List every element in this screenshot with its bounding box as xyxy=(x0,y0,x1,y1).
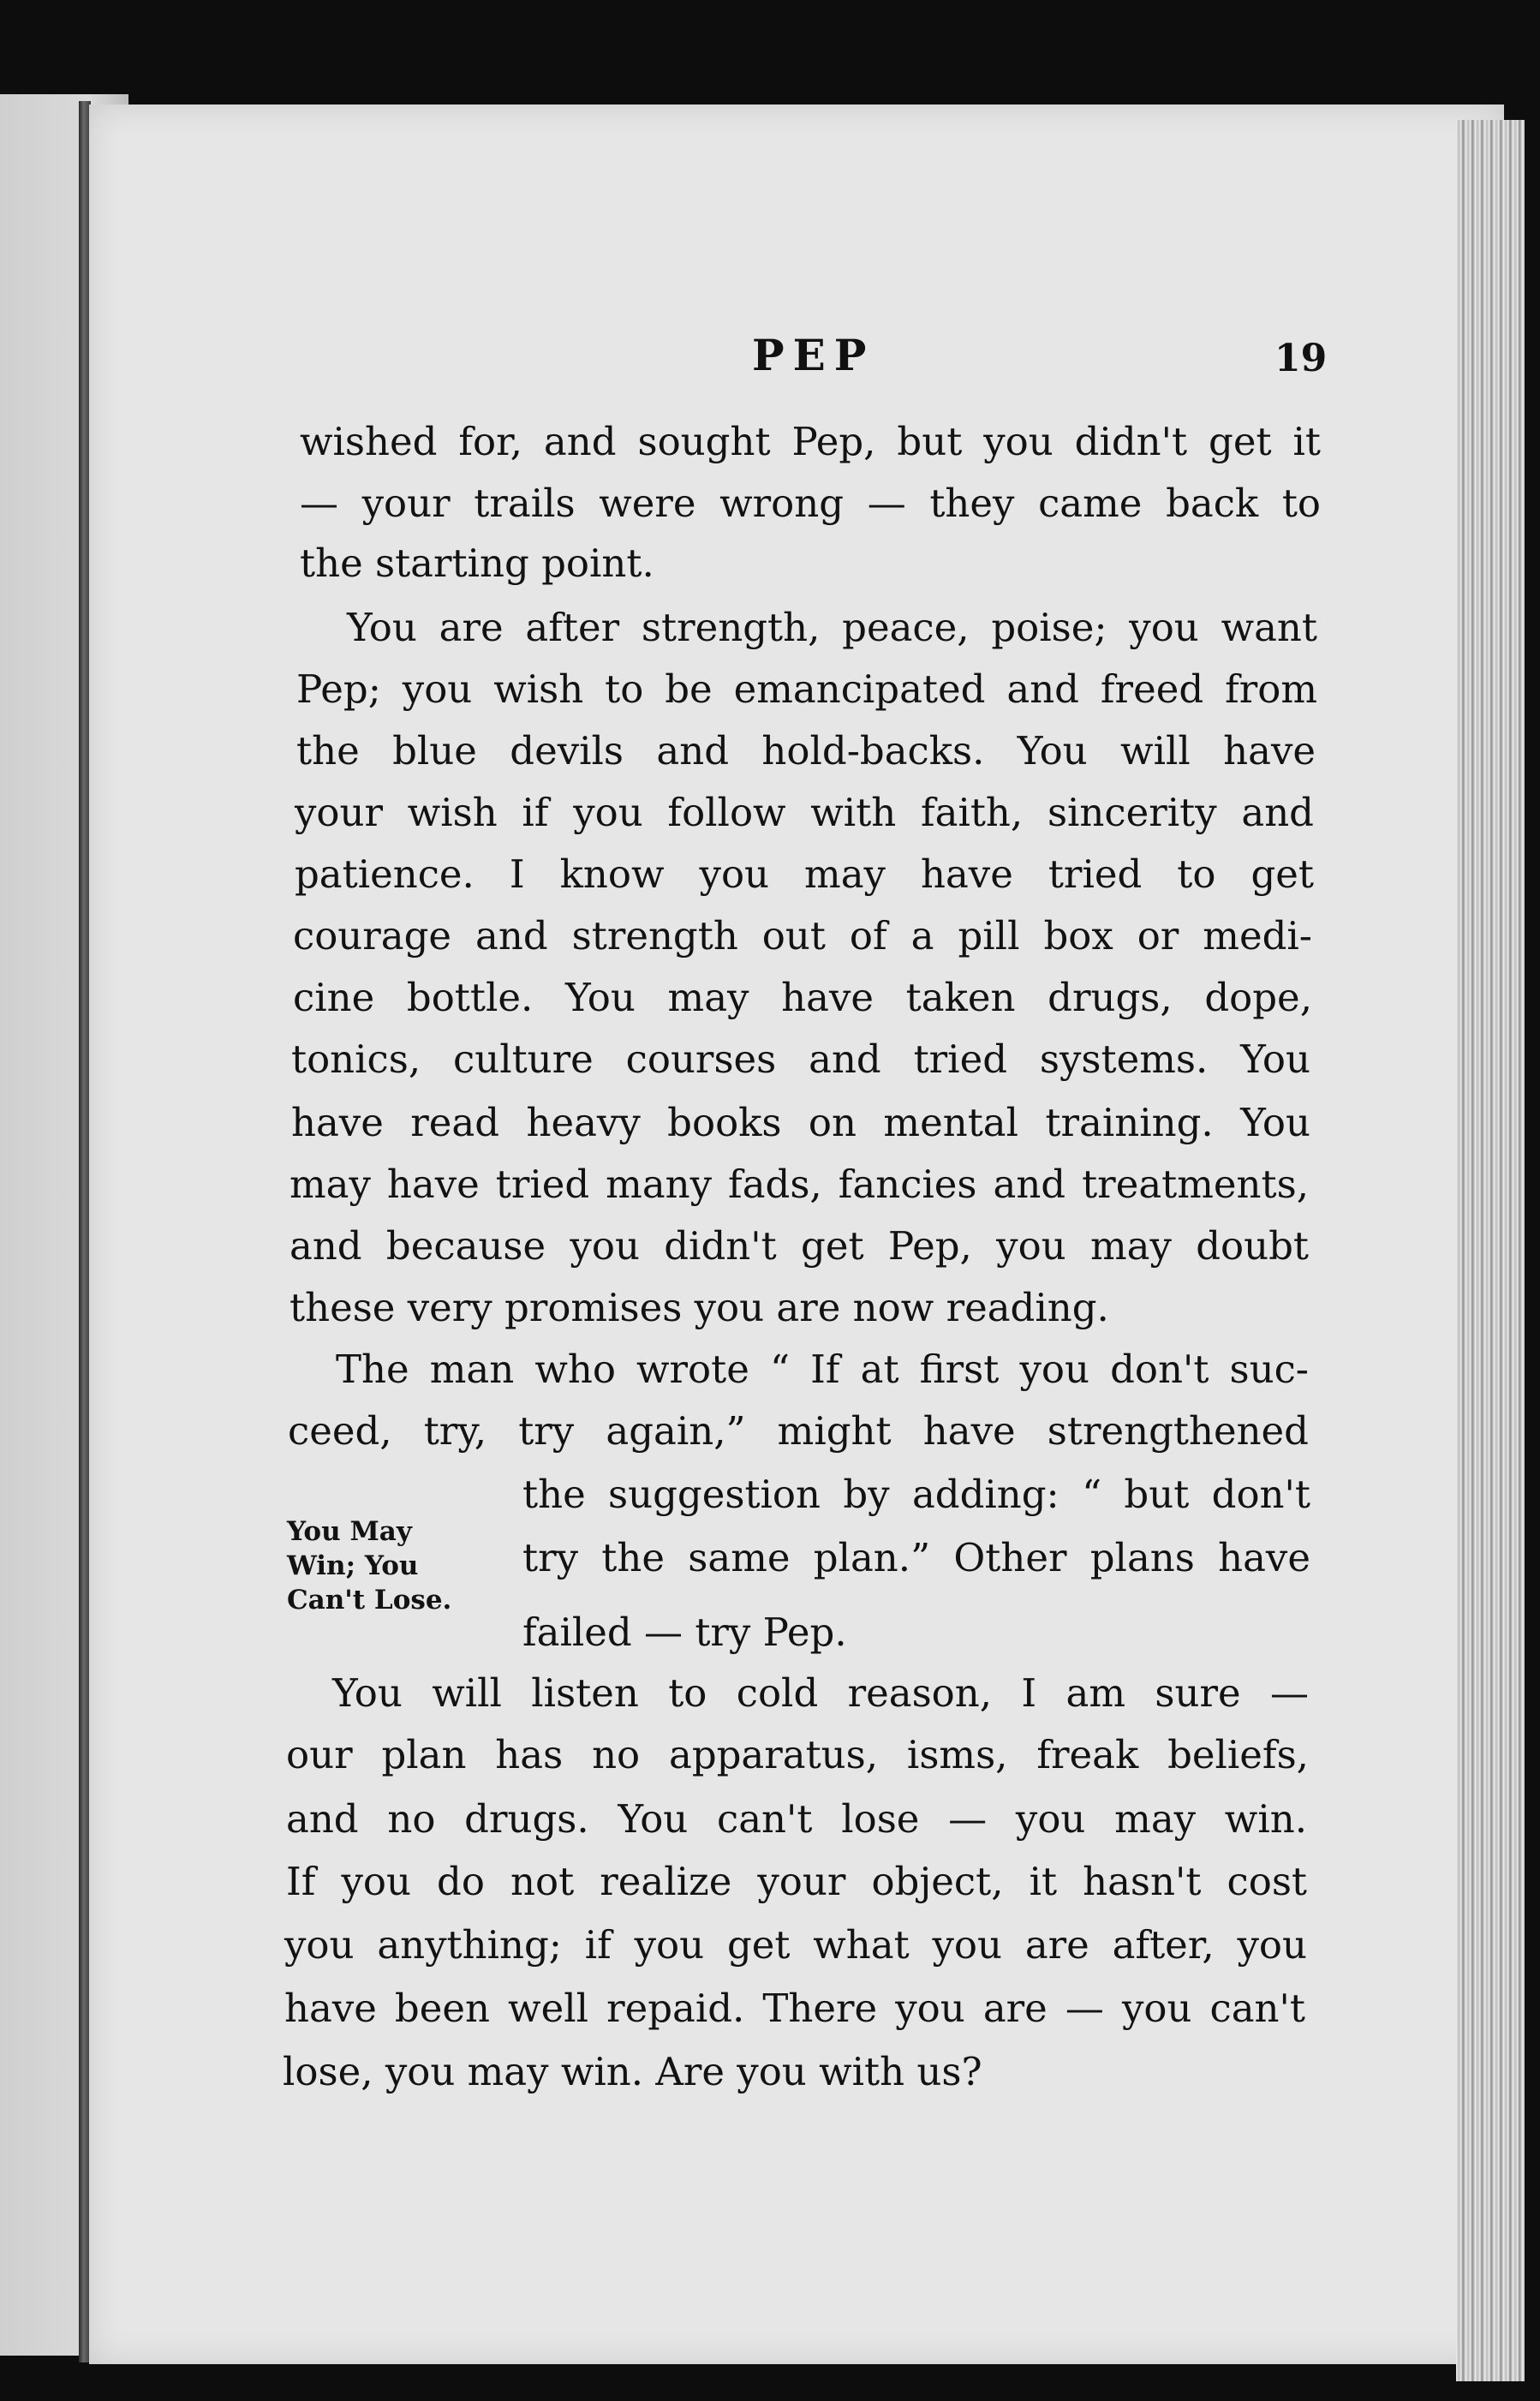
text-line: patience. I know you may have tried to get xyxy=(295,851,1314,897)
text-line: and no drugs. You can't lose — you may win. xyxy=(286,1796,1307,1842)
text-line: have read heavy books on mental training. You xyxy=(291,1100,1310,1145)
text-line: Pep; you wish to be emancipated and freed from xyxy=(296,666,1317,712)
text-line: If you do not realize your object, it hasn't cost xyxy=(286,1859,1307,1904)
text-line: have been well repaid. There you are — you can't xyxy=(284,1986,1305,2031)
text-line: our plan has no apparatus, isms, freak beliefs, xyxy=(286,1732,1309,1777)
text-line: the blue devils and hold-backs. You will have xyxy=(296,728,1316,773)
sidenote-line: Can't Lose. xyxy=(287,1585,452,1616)
text-line: try the same plan.” Other plans have xyxy=(522,1535,1310,1580)
text-line: tonics, culture courses and tried systems. You xyxy=(291,1036,1310,1082)
page-stack-edge xyxy=(1456,120,1525,2381)
text-line: wished for, and sought Pep, but you didn't get it xyxy=(300,419,1321,464)
text-line: these very promises you are now reading. xyxy=(289,1285,1109,1330)
text-line: and because you didn't get Pep, you may doubt xyxy=(289,1223,1309,1269)
text-line: the starting point. xyxy=(300,541,654,586)
page-number: 19 xyxy=(1274,337,1328,380)
text-line: You are after strength, peace, poise; you want xyxy=(347,605,1317,650)
text-line: the suggestion by adding: “ but don't xyxy=(522,1472,1310,1517)
text-line: courage and strength out of a pill box or medi- xyxy=(293,913,1312,959)
text-line: cine bottle. You may have taken drugs, dope, xyxy=(293,975,1312,1020)
margin-sidenote xyxy=(287,1514,501,1617)
text-line: lose, you may win. Are you with us? xyxy=(283,2049,982,2094)
text-line: You will listen to cold reason, I am sure — xyxy=(332,1670,1309,1716)
text-line: may have tried many fads, fancies and treatments, xyxy=(289,1162,1309,1207)
sidenote-line: Win; You xyxy=(287,1550,419,1581)
text-line: — your trails were wrong — they came back to xyxy=(300,481,1321,526)
text-line: ceed, try, try again,” might have strengthened xyxy=(288,1408,1309,1454)
sidenote-line: You May xyxy=(287,1516,412,1547)
text-line: your wish if you follow with faith, sincerity and xyxy=(295,790,1314,835)
text-line: you anything; if you get what you are after, you xyxy=(284,1922,1307,1968)
text-line: failed — try Pep. xyxy=(522,1610,847,1655)
text-line: The man who wrote “ If at first you don't suc- xyxy=(336,1347,1309,1392)
running-title: PEP xyxy=(752,330,875,380)
running-head xyxy=(0,330,1540,381)
